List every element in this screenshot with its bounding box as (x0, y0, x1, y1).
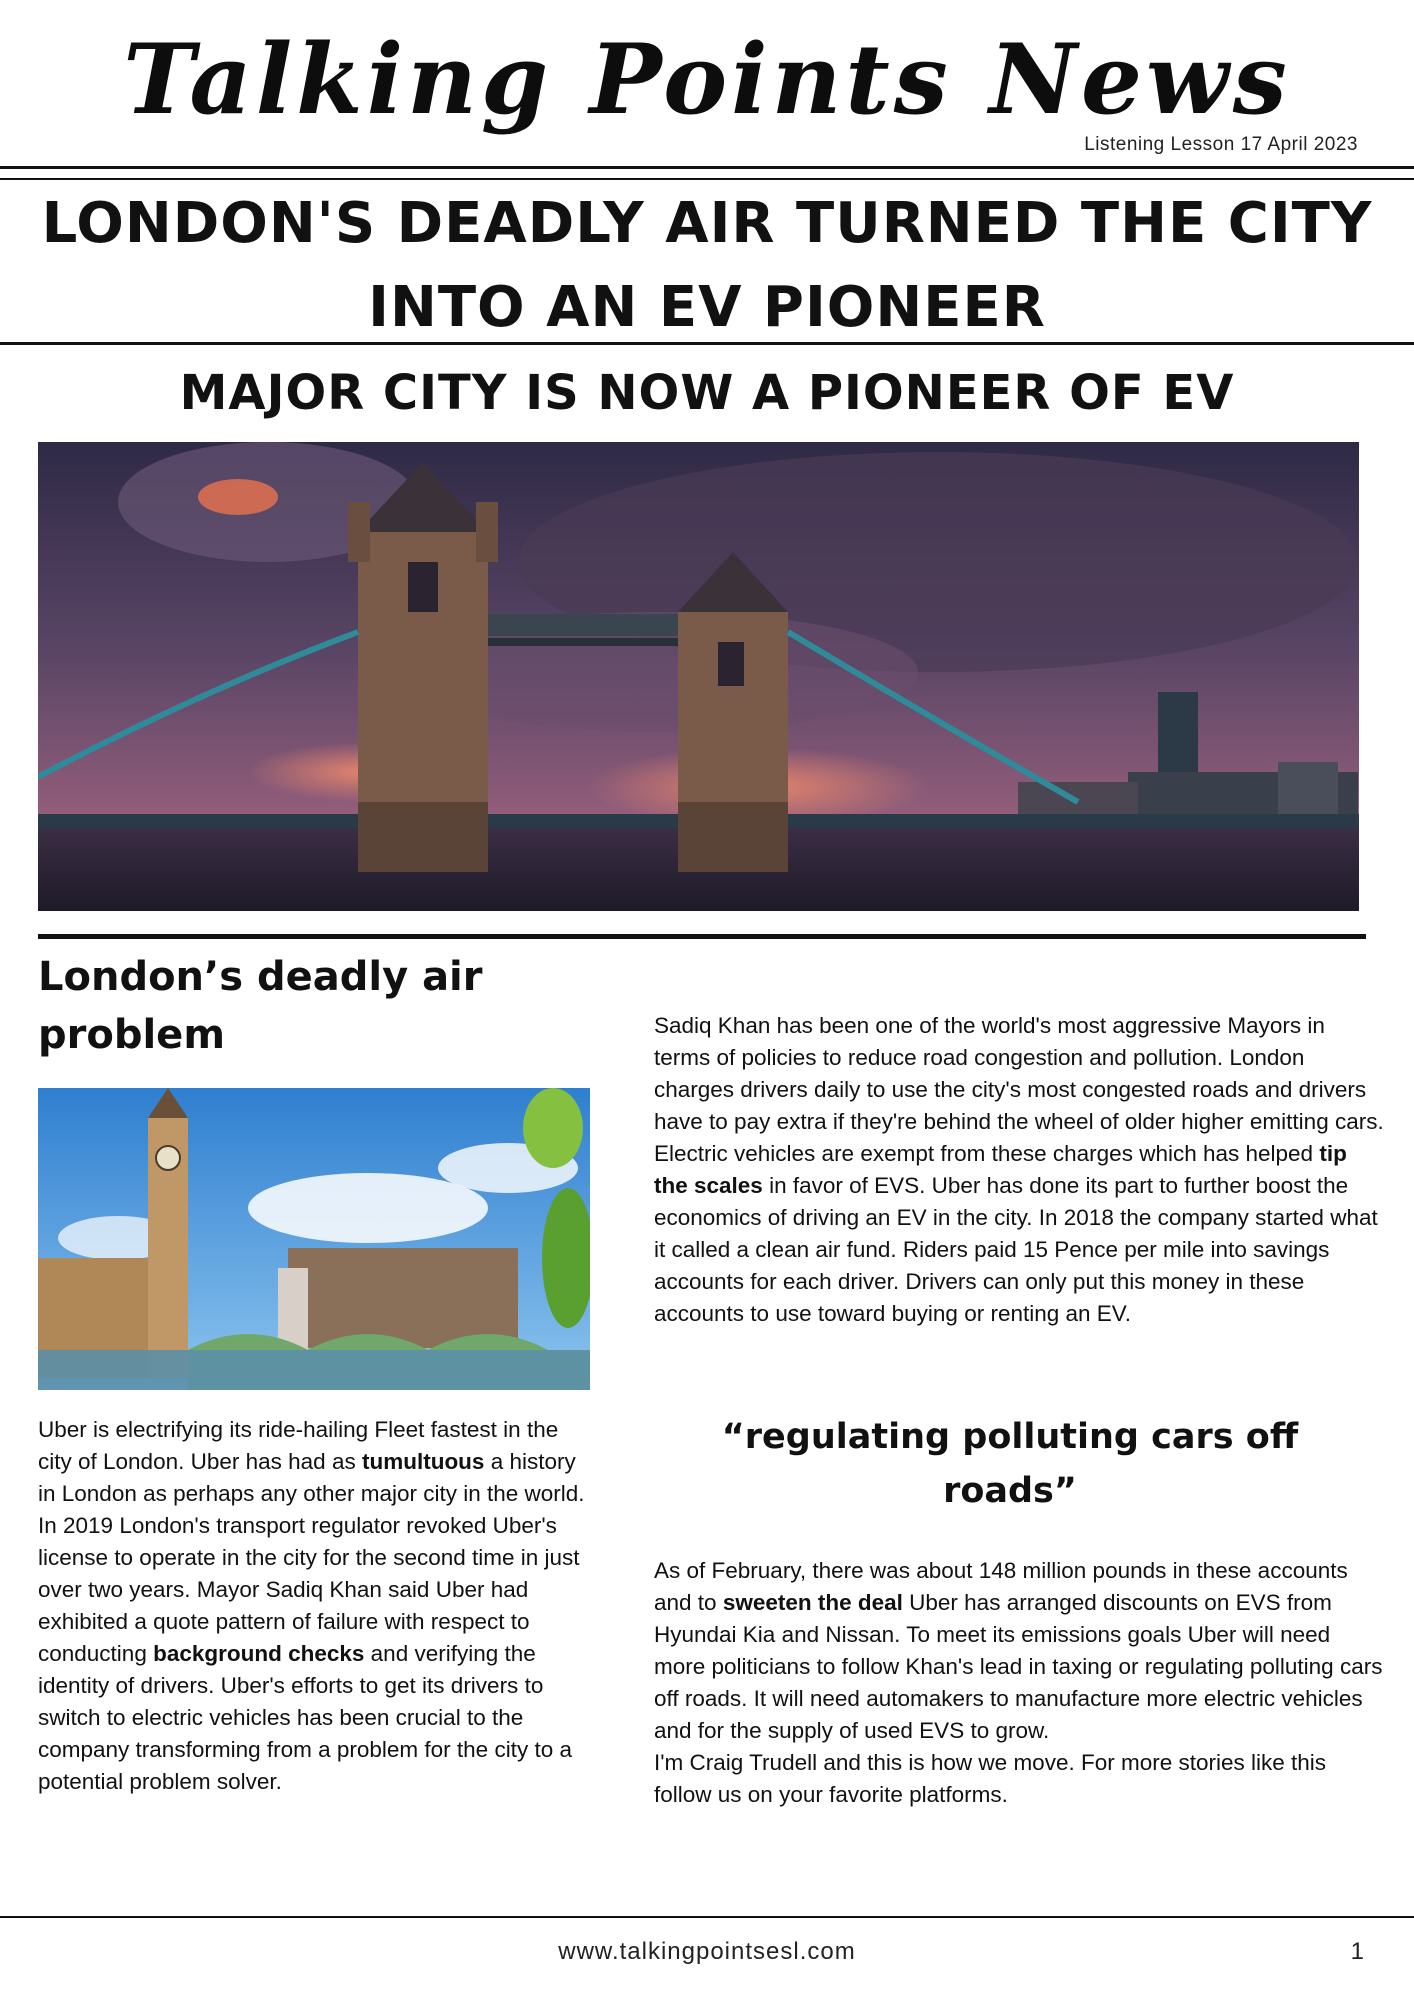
headline-line-2: INTO AN EV PIONEER (368, 275, 1046, 340)
masthead-rule-top (0, 166, 1414, 169)
vocab-tip-the-scales: tip the scales (654, 1141, 1347, 1198)
subheadline: MAJOR CITY IS NOW A PIONEER OF EV (179, 365, 1235, 421)
pull-quote-line-2: roads” (943, 1471, 1077, 1511)
page-number: 1 (1350, 1938, 1364, 1965)
headline-line-1: LONDON'S DEADLY AIR TURNED THE CITY (41, 191, 1373, 256)
section-title-line-1: London’s deadly air (38, 954, 483, 1000)
page-headline (40, 182, 1374, 350)
left-text-2: a history in London as perhaps any other major city in the world. In 2019 London's transport regulator revoked Uber's license to operate in the city for the second time in just over two years. Mayor Sadiq Khan said Uber had exhibited a quote pattern of failure with respect to conducting (38, 1449, 585, 1666)
footer-rule (0, 1916, 1414, 1918)
headline-rule (0, 342, 1414, 345)
left-text-1: Uber is electrifying its ride-hailing Fleet fastest in the city of London. Uber has had as (38, 1417, 559, 1474)
right-text-1: Sadiq Khan has been one of the world's most aggressive Mayors in terms of policies to reduce road congestion and pollution. London charges drivers daily to use the city's most congested roads and drivers have to pay extra if they're behind the wheel of older higher emitting cars. Electric vehicles are exempt from these charges which has helped (654, 1013, 1384, 1166)
section-title-line-2: problem (38, 1012, 225, 1058)
left-article-text (38, 1414, 598, 1798)
right-text-4: Uber has arranged discounts on EVS from Hyundai Kia and Nissan. To meet its emissions goals Uber will need more politicians to follow Khan's lead in taxing or regulating polluting cars off roads. It will need automakers to manufacture more electric vehicles and for the supply of used EVS to grow. (654, 1590, 1383, 1743)
right-text-3: As of February, there was about 148 million pounds in these accounts and to (654, 1558, 1348, 1615)
right-text-5: I'm Craig Trudell and this is how we move. For more stories like this follow us on your favorite platforms. (654, 1750, 1327, 1807)
image-rule (38, 934, 1366, 939)
vocab-background-checks: background checks (153, 1641, 365, 1666)
vocab-sweeten-the-deal: sweeten the deal (722, 1590, 903, 1615)
footer-url[interactable]: www.talkingpointsesl.com (558, 1938, 856, 1965)
secondary-image (38, 1088, 590, 1390)
left-text-3: and verifying the identity of drivers. Uber's efforts to get its drivers to switch to electric vehicles has been crucial to the company transforming from a problem for the city to a potential problem solver. (38, 1641, 572, 1794)
right-article-text-1 (654, 1010, 1384, 1330)
vocab-tumultuous: tumultuous (361, 1449, 485, 1474)
section-title (38, 948, 558, 1064)
pull-quote (660, 1410, 1360, 1518)
masthead-title: Talking Points News (123, 23, 1291, 136)
right-article-text-2 (654, 1555, 1384, 1811)
right-text-2: in favor of EVS. Uber has done its part to further boost the economics of driving an EV in the city. In 2018 the company started what it called a clean air fund. Riders paid 15 Pence per mile into savings accounts for each driver. Drivers can only put this money in these accounts to use toward buying or renting an EV. (654, 1173, 1378, 1326)
hero-image (38, 442, 1359, 911)
pull-quote-line-1: “regulating polluting cars off (721, 1417, 1299, 1457)
dateline: Listening Lesson 17 April 2023 (1084, 134, 1358, 155)
masthead-rule-bottom (0, 178, 1414, 180)
